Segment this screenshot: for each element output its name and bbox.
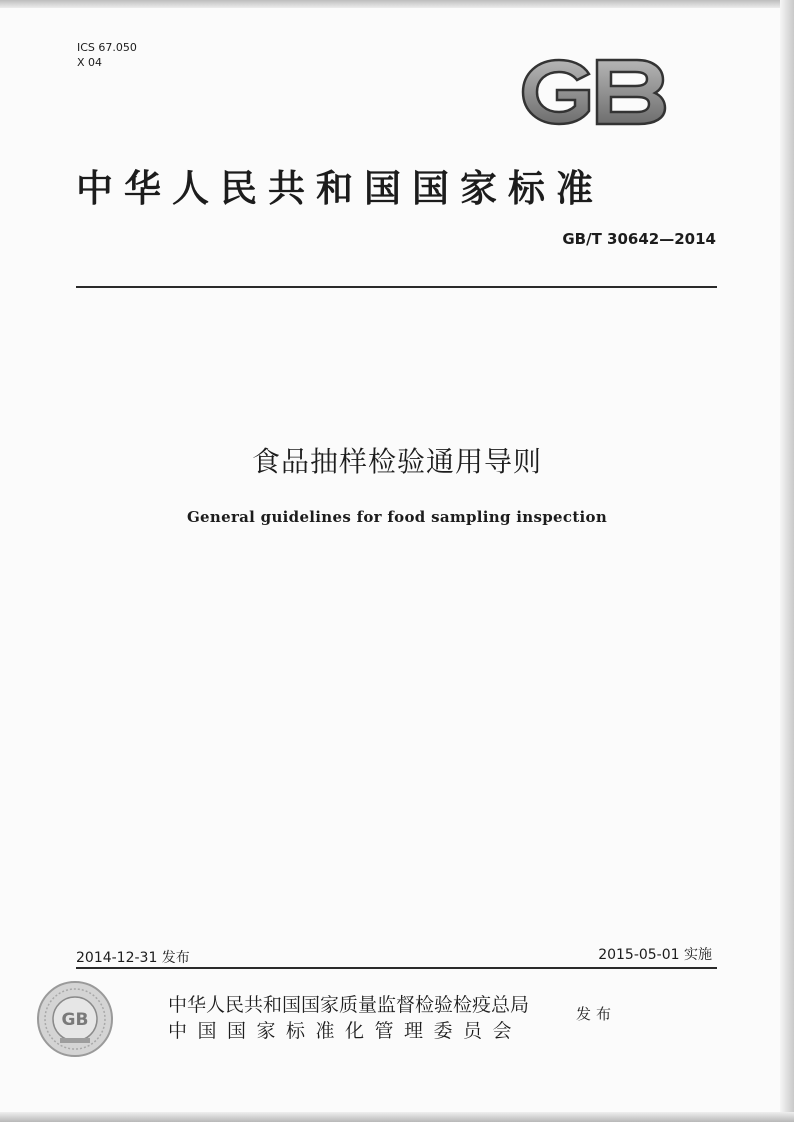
scan-edge-top — [0, 0, 794, 8]
classification-codes — [77, 40, 137, 70]
svg-text:GB: GB — [61, 1010, 89, 1030]
gb-logo-icon — [519, 56, 669, 128]
document-title-english: General guidelines for food sampling inspection — [186, 508, 608, 526]
issue-date: 2014-12-31 发布 — [76, 950, 190, 966]
scan-edge-bottom — [0, 1112, 794, 1122]
publish-label: 发布 — [576, 1005, 617, 1023]
publisher-org-1: 中华人民共和国国家质量监督检验检疫总局 — [168, 994, 530, 1016]
class-code: X 04 — [77, 56, 103, 69]
ics-code: ICS 67.050 — [77, 41, 137, 54]
implementation-date: 2015-05-01 实施 — [598, 947, 712, 963]
standard-number: GB/T 30642—2014 — [562, 230, 716, 248]
header-divider — [76, 286, 717, 288]
national-standard-title: 中华人民共和国国家标准 — [76, 167, 604, 210]
document-title-chinese: 食品抽样检验通用导则 — [251, 445, 542, 478]
scan-edge-right — [780, 0, 794, 1122]
publisher-org-2: 中国国家标准化管理委员会 — [168, 1020, 523, 1042]
footer-divider — [76, 967, 717, 969]
official-seal-icon — [36, 980, 114, 1058]
